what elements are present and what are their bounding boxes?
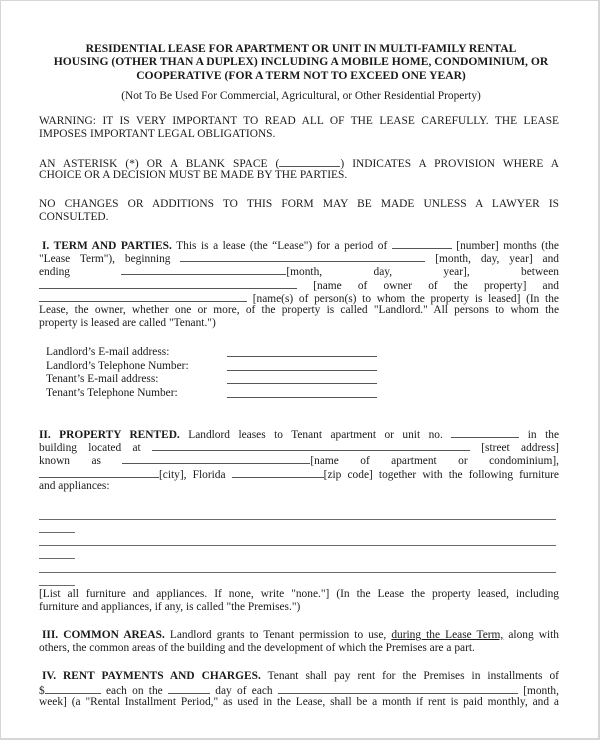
term-text: ending bbox=[39, 266, 71, 279]
warning-line-2: IMPOSES IMPORTANT LEGAL OBLIGATIONS. bbox=[39, 128, 276, 141]
asterisk-line-1 bbox=[39, 156, 559, 169]
lease-end-date-field[interactable] bbox=[121, 264, 286, 275]
landlord-email-field[interactable] bbox=[227, 356, 377, 357]
term-line-5 bbox=[39, 291, 559, 304]
warning-paragraph bbox=[39, 115, 559, 141]
furniture-list-line-2[interactable] bbox=[39, 545, 556, 546]
term-line-7: property is leased are called "Tenant.") bbox=[39, 317, 216, 330]
tenant-email-label: Tenant’s E-mail address: bbox=[46, 373, 159, 385]
title-line-3: COOPERATIVE (FOR A TERM NOT TO EXCEED ONE YEAR) bbox=[136, 68, 466, 82]
common-heading: III. COMMON AREAS. bbox=[42, 629, 165, 641]
contact-row-tenant-email bbox=[46, 373, 386, 387]
property-text: building located at bbox=[39, 442, 141, 455]
section-term-and-parties bbox=[39, 238, 559, 330]
term-text: [month, day, year], between bbox=[286, 266, 559, 279]
rent-line-1 bbox=[39, 670, 559, 683]
title-line-1: RESIDENTIAL LEASE FOR APARTMENT OR UNIT IN MULTI-FAMILY RENTAL bbox=[85, 42, 517, 55]
rent-heading: IV. RENT PAYMENTS AND CHARGES. bbox=[42, 670, 261, 682]
document-subtitle: (Not To Be Used For Commercial, Agricultural, or Other Residential Property) bbox=[121, 90, 481, 102]
property-text: [zip code] together with the following furniture bbox=[323, 468, 559, 481]
furniture-list-line-1[interactable] bbox=[39, 519, 556, 520]
property-text: Landlord leases to Tenant apartment or unit no. bbox=[188, 429, 443, 441]
contact-row-tenant-phone bbox=[46, 387, 386, 401]
furniture-list-line-3-cont[interactable] bbox=[39, 585, 75, 586]
rent-amount-field[interactable] bbox=[45, 683, 101, 694]
landlord-email-label: Landlord’s E-mail address: bbox=[46, 346, 170, 358]
tenant-phone-field[interactable] bbox=[227, 397, 377, 398]
property-text: known as bbox=[39, 455, 101, 468]
term-line-3 bbox=[39, 264, 559, 277]
furniture-note bbox=[39, 588, 559, 614]
property-text: [street address] bbox=[481, 442, 559, 455]
tenant-email-field[interactable] bbox=[227, 383, 377, 384]
furniture-note-line-2: furniture and appliances, if any, is called "the Premises.") bbox=[39, 601, 301, 614]
rent-text: day of each bbox=[215, 685, 273, 698]
no-changes-paragraph bbox=[39, 198, 559, 224]
rent-due-day-field[interactable] bbox=[168, 683, 210, 694]
rent-line-3: week] (a "Rental Installment Period," as used in the Lease, shall be a month if rent is paid monthly, and a bbox=[39, 696, 559, 709]
term-text: [name(s) of person(s) to whom the property is leased] (In the bbox=[252, 292, 559, 305]
common-text: along with bbox=[508, 629, 559, 641]
rent-text: [month, bbox=[523, 685, 559, 698]
lease-period-months-field[interactable] bbox=[392, 238, 452, 249]
common-underlined-text: during the Lease Term, bbox=[391, 629, 504, 641]
city-field[interactable] bbox=[39, 467, 159, 478]
property-line-2 bbox=[39, 440, 559, 453]
street-address-field[interactable] bbox=[152, 440, 470, 451]
example-blank bbox=[279, 156, 340, 167]
term-line-2 bbox=[39, 251, 559, 264]
term-text: "Lease Term"), beginning bbox=[39, 253, 171, 266]
term-heading: I. TERM AND PARTIES. bbox=[42, 240, 172, 252]
common-line-1 bbox=[39, 629, 559, 642]
landlord-name-field[interactable] bbox=[39, 278, 297, 289]
property-line-3 bbox=[39, 453, 559, 466]
section-common-areas bbox=[39, 629, 559, 655]
furniture-list-line-2-cont[interactable] bbox=[39, 558, 75, 559]
section-rent-payments bbox=[39, 670, 559, 710]
property-text: in the bbox=[527, 429, 559, 441]
warning-line-1: WARNING: IT IS VERY IMPORTANT TO READ ALL OF THE LEASE CAREFULLY. THE LEASE bbox=[39, 115, 559, 127]
common-text: Landlord grants to Tenant permission to use, bbox=[169, 629, 387, 641]
furniture-note-line-1: [List all furniture and appliances. If none, write "none."] (In the Lease the property leased, including bbox=[39, 588, 559, 600]
property-heading: II. PROPERTY RENTED. bbox=[39, 429, 180, 441]
asterisk-text-a: AN ASTERISK (*) OR A BLANK SPACE ( bbox=[39, 158, 280, 170]
building-name-field[interactable] bbox=[122, 453, 310, 464]
asterisk-text-b: ) INDICATES A PROVISION WHERE A bbox=[340, 158, 559, 170]
furniture-list-line-3[interactable] bbox=[39, 572, 556, 573]
rent-period-field[interactable] bbox=[278, 683, 518, 694]
landlord-phone-label: Landlord’s Telephone Number: bbox=[46, 359, 189, 372]
zip-code-field[interactable] bbox=[232, 467, 324, 478]
rent-text: $ bbox=[39, 685, 45, 698]
no-changes-line-2: CONSULTED. bbox=[39, 211, 109, 224]
asterisk-paragraph bbox=[39, 156, 559, 182]
rent-text: Tenant shall pay rent for the Premises in installments of bbox=[267, 670, 559, 682]
lease-begin-date-field[interactable] bbox=[180, 251, 425, 262]
asterisk-line-2: CHOICE OR A DECISION MUST BE MADE BY THE PARTIES. bbox=[39, 169, 348, 182]
contact-row-landlord-phone bbox=[46, 360, 386, 374]
furniture-list-line-1-cont[interactable] bbox=[39, 532, 75, 533]
landlord-phone-field[interactable] bbox=[227, 370, 377, 371]
term-line-6: Lease, the owner, whether one or more, of the property is called "Landlord." All persons to whom the bbox=[39, 303, 559, 316]
contact-fields bbox=[46, 346, 386, 400]
common-line-2: others, the common areas of the building and the development of which the Premises are a part. bbox=[39, 642, 475, 655]
property-line-4 bbox=[39, 467, 559, 480]
no-changes-line-1: NO CHANGES OR ADDITIONS TO THIS FORM MAY BE MADE UNLESS A LAWYER IS bbox=[39, 198, 559, 210]
term-line-1 bbox=[39, 238, 559, 251]
term-text: [month, day, year] and bbox=[435, 253, 559, 266]
property-line-1 bbox=[39, 427, 559, 440]
term-text: [number] months (the bbox=[456, 240, 559, 252]
term-line-4 bbox=[39, 278, 559, 291]
title-line-2: HOUSING (OTHER THAN A DUPLEX) INCLUDING A MOBILE HOME, CONDOMINIUM, OR bbox=[53, 55, 549, 69]
document-title bbox=[31, 42, 571, 82]
rent-line-2 bbox=[39, 683, 559, 696]
tenant-names-field[interactable] bbox=[39, 291, 247, 302]
term-text: [name of owner of the property] and bbox=[313, 279, 559, 292]
property-line-5: and appliances: bbox=[39, 479, 110, 492]
term-text: This is a lease (the “Lease") for a period of bbox=[176, 240, 388, 252]
rent-text: each on the bbox=[105, 685, 163, 698]
section-property-rented bbox=[39, 427, 559, 493]
property-text: [name of apartment or condominium], bbox=[310, 455, 559, 468]
contact-row-landlord-email bbox=[46, 346, 386, 360]
unit-number-field[interactable] bbox=[451, 427, 519, 438]
property-text: [city], Florida bbox=[159, 468, 226, 481]
tenant-phone-label: Tenant’s Telephone Number: bbox=[46, 386, 178, 399]
